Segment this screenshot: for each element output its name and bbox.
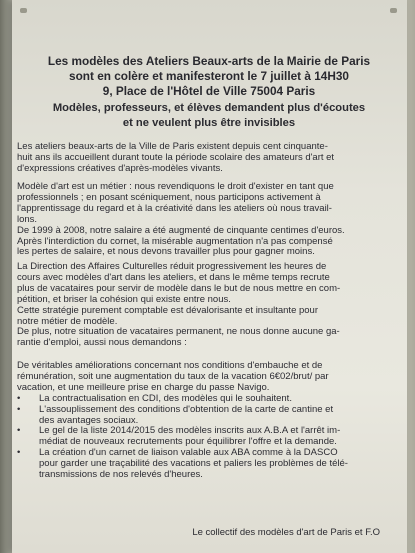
profession-paragraph [17, 182, 387, 258]
headline-line-3: 9, Place de l'Hôtel de Ville 75004 Paris [102, 83, 316, 98]
direction-line-4: pétition, et briser la cohésion qui existe entre nous. [17, 293, 231, 305]
flyer-subheadline [34, 101, 384, 131]
bullet-icon: • [17, 392, 21, 404]
demands-intro-line-2: rémunération, soit une augmentation du taux de la vacation 6€02/brut/ par [17, 370, 329, 382]
demand-carnet-text [39, 448, 348, 481]
bullet-icon: • [17, 447, 21, 459]
direction-paragraph [17, 262, 387, 349]
profession-line-4: lons. [17, 213, 38, 225]
subheadline-line-2: et ne veulent plus être invisibles [122, 116, 296, 129]
demands-section [17, 361, 387, 481]
demand-cantine-line-2: des avantages sociaux. [39, 414, 139, 426]
demand-gel-text [39, 426, 340, 448]
direction-line-1: La Direction des Affaires Culturelles réduit progressivement les heures de [17, 261, 327, 272]
profession-line-2: professionnels ; en posant scéniquement, nous participons activement à [17, 191, 321, 203]
direction-line-6: notre métier de modèle. [17, 315, 118, 327]
demands-intro-line-3: vacation, et une meilleure prise en charge du passe Navigo. [17, 381, 270, 393]
subheadline-line-1: Modèles, professeurs, et élèves demandent plus d'écoutes [52, 102, 366, 114]
pin-mark-right [390, 8, 397, 13]
demand-gel-line-2: médiat de nouveaux recrutements pour équilibrer l'offre et la demande. [39, 436, 337, 448]
demand-item-cantine [17, 405, 387, 427]
profession-line-5: De 1999 à 2008, notre salaire a été augmenté de cinquante centimes d'euros. [17, 224, 345, 236]
demand-item-gel-liste [17, 426, 387, 448]
direction-line-5: Cette stratégie purement comptable est dévalorisante et insultante pour [17, 304, 319, 316]
direction-line-8: rantie d'emploi, aussi nous demandons : [17, 337, 187, 349]
profession-line-1: Modèle d'art est un métier : nous revendiquons le droit d'exister en tant que [17, 181, 334, 192]
intro-paragraph [17, 142, 387, 175]
direction-line-7: De plus, notre situation de vacataires permanent, ne nous donne aucune ga- [17, 326, 340, 338]
profession-line-6: Après l'interdiction du cornet, la misérable augmentation n'a pas compensé [17, 235, 333, 247]
demand-gel-line-1: Le gel de la liste 2014/2015 des modèles inscrits aux A.B.A et l'arrêt im- [39, 425, 341, 437]
demand-carnet-line-1: La création d'un carnet de liaison valable aux ABA comme à la DASCO [39, 447, 338, 459]
headline-line-1: Les modèles des Ateliers Beaux-arts de la Mairie de Paris [47, 54, 371, 68]
demand-cdi-text: La contractualisation en CDI, des modèles qui le souhaitent. [39, 392, 292, 404]
headline-line-2: sont en colère et manifesteront le 7 juillet à 14H30 [69, 68, 349, 83]
intro-line-2: huit ans ils accueillent durant toute la période scolaire des amateurs d'art et [17, 151, 335, 163]
flyer-headline [34, 54, 384, 98]
demands-intro-line-1: De véritables améliorations concernant nos conditions d'embauche et de [17, 360, 323, 371]
intro-line-1: Les ateliers beaux-arts de la Ville de Paris existent depuis cent cinquante- [17, 141, 328, 152]
demand-item-carnet [17, 448, 387, 481]
signature: Le collectif des modèles d'art de Paris et F.O [192, 527, 380, 538]
direction-line-3: plus de vacataires pour servir de modèle dans le but de nous mettre en com- [17, 282, 341, 294]
bullet-icon: • [17, 425, 21, 437]
demand-cantine-text [39, 405, 333, 427]
profession-line-3: l'apprentissage du regard et à la créativité dans les ateliers où nous travail- [17, 202, 332, 214]
demand-cantine-line-1: L'assouplissement des conditions d'obtention de la carte de cantine et [39, 403, 334, 415]
direction-line-2: cours avec modèles d'art dans les ateliers, et dans le même temps recrute [17, 271, 330, 283]
profession-line-7: les pertes de salaire, et nous devons travailler plus pour gagner moins. [17, 246, 315, 258]
intro-line-3: d'expressions créatives d'après-modèles vivants. [17, 162, 223, 174]
bullet-icon: • [17, 403, 21, 415]
demand-carnet-line-3: transmissions de nos relevés d'heures. [39, 469, 203, 481]
demand-carnet-line-2: pour garder une traçabilité des vacations et paliers les problèmes de télé- [39, 458, 348, 470]
pin-mark-left [20, 8, 27, 13]
